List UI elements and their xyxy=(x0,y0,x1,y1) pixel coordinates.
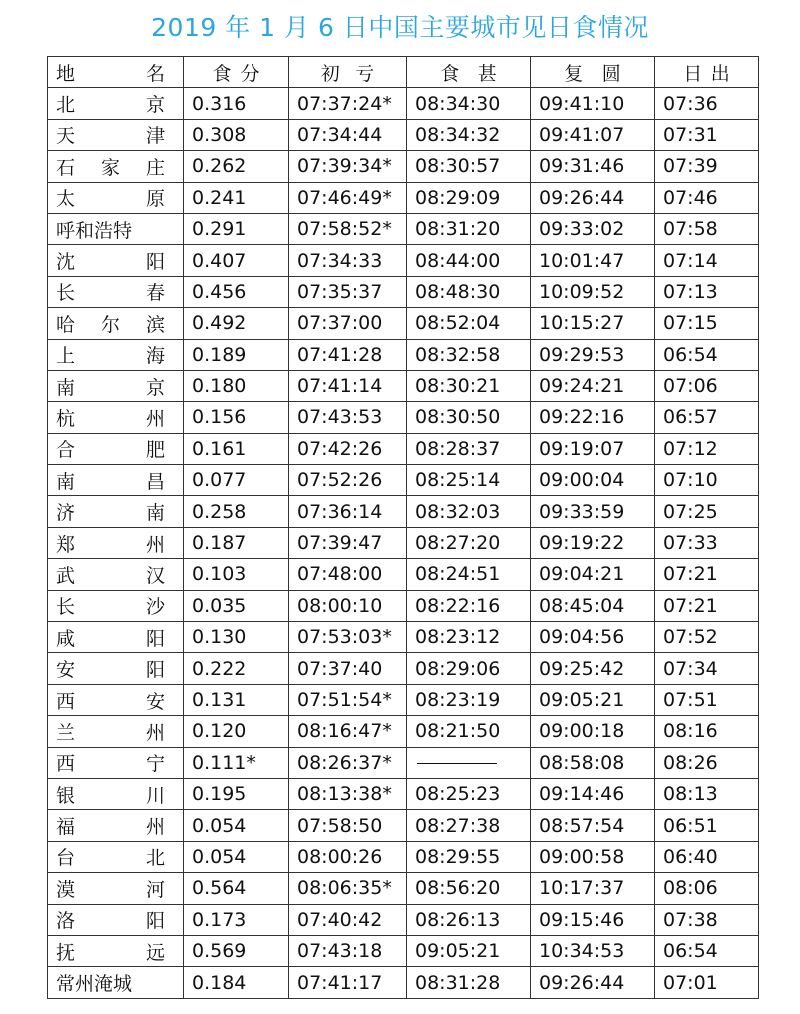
first-contact-cell: 08:00:26 xyxy=(289,841,407,872)
magnitude-cell: 0.054 xyxy=(184,841,289,872)
table-row xyxy=(48,527,759,558)
sunrise-cell: 07:52 xyxy=(655,622,759,653)
max-eclipse-cell: 08:28:37 xyxy=(407,433,531,464)
city-name-char: 沈 xyxy=(56,251,76,274)
city-name-char: 漠 xyxy=(56,878,76,901)
sunrise-cell: 07:13 xyxy=(655,276,759,307)
city-cell xyxy=(48,873,184,904)
city-name-char: 安 xyxy=(145,690,165,713)
city-cell xyxy=(48,527,184,558)
first-contact-cell: 07:41:28 xyxy=(289,339,407,370)
first-contact-cell: 07:52:26 xyxy=(289,465,407,496)
table-row xyxy=(48,935,759,966)
last-contact-cell: 08:58:08 xyxy=(531,747,655,778)
table-row xyxy=(48,465,759,496)
max-eclipse-cell: 08:21:50 xyxy=(407,716,531,747)
magnitude-cell: 0.262 xyxy=(184,151,289,182)
max-eclipse-cell: 08:31:20 xyxy=(407,213,531,244)
city-name-char: 远 xyxy=(145,941,165,964)
max-eclipse-cell: 08:27:20 xyxy=(407,527,531,558)
table-row xyxy=(48,119,759,150)
city-cell xyxy=(48,339,184,370)
last-contact-cell: 09:25:42 xyxy=(531,653,655,684)
max-eclipse-cell: 08:52:04 xyxy=(407,308,531,339)
city-cell xyxy=(48,276,184,307)
magnitude-cell: 0.156 xyxy=(184,402,289,433)
sunrise-cell: 07:06 xyxy=(655,370,759,401)
first-contact-cell: 07:53:03* xyxy=(289,622,407,653)
first-contact-cell: 07:34:44 xyxy=(289,119,407,150)
sunrise-cell: 08:13 xyxy=(655,778,759,809)
first-contact-cell: 07:51:54* xyxy=(289,684,407,715)
sunrise-cell: 06:40 xyxy=(655,841,759,872)
city-name-char: 洛 xyxy=(56,910,76,933)
city-name-char: 庄 xyxy=(145,156,165,179)
max-eclipse-cell: 08:29:06 xyxy=(407,653,531,684)
city-name-char: 兰 xyxy=(56,721,76,744)
table-row xyxy=(48,653,759,684)
city-name-char: 哈 xyxy=(56,313,76,336)
city-cell xyxy=(48,622,184,653)
last-contact-cell: 10:01:47 xyxy=(531,245,655,276)
first-contact-cell: 07:34:33 xyxy=(289,245,407,276)
first-contact-cell: 07:43:18 xyxy=(289,935,407,966)
table-row xyxy=(48,778,759,809)
last-contact-cell: 09:00:18 xyxy=(531,716,655,747)
city-name-char: 州 xyxy=(145,721,165,744)
sunrise-cell: 07:46 xyxy=(655,182,759,213)
sunrise-cell: 07:39 xyxy=(655,151,759,182)
column-header-char: 甚 xyxy=(477,62,497,85)
column-header xyxy=(48,57,184,88)
city-name-char: 抚 xyxy=(56,941,76,964)
city-cell xyxy=(48,496,184,527)
city-name-char: 尔 xyxy=(100,313,120,336)
table-row xyxy=(48,213,759,244)
last-contact-cell: 09:24:21 xyxy=(531,370,655,401)
sunrise-cell: 07:12 xyxy=(655,433,759,464)
city-name-char: 上 xyxy=(56,345,76,368)
column-header-char: 食 xyxy=(440,62,460,85)
city-name-char: 南 xyxy=(56,376,76,399)
first-contact-cell: 07:46:49* xyxy=(289,182,407,213)
sunrise-cell: 06:57 xyxy=(655,402,759,433)
magnitude-cell: 0.131 xyxy=(184,684,289,715)
first-contact-cell: 07:35:37 xyxy=(289,276,407,307)
magnitude-cell: 0.308 xyxy=(184,119,289,150)
table-row xyxy=(48,590,759,621)
first-contact-cell: 07:36:14 xyxy=(289,496,407,527)
sunrise-cell: 07:14 xyxy=(655,245,759,276)
max-eclipse-cell: 08:26:13 xyxy=(407,904,531,935)
table-row xyxy=(48,433,759,464)
last-contact-cell: 09:31:46 xyxy=(531,151,655,182)
table-row xyxy=(48,496,759,527)
max-eclipse-cell: 08:25:23 xyxy=(407,778,531,809)
city-cell xyxy=(48,213,184,244)
city-name-char: 银 xyxy=(56,784,76,807)
table-row xyxy=(48,622,759,653)
magnitude-cell: 0.184 xyxy=(184,967,289,998)
city-name-char: 阳 xyxy=(145,251,165,274)
city-name-char: 福 xyxy=(56,816,76,839)
table-row xyxy=(48,370,759,401)
city-cell xyxy=(48,841,184,872)
table-row xyxy=(48,151,759,182)
column-header-char: 日 xyxy=(683,62,703,85)
page-title: 2019 年 1 月 6 日中国主要城市见日食情况 xyxy=(151,13,649,42)
magnitude-cell: 0.316 xyxy=(184,88,289,119)
not-applicable-dash xyxy=(417,763,497,764)
city-cell xyxy=(48,182,184,213)
column-header-char: 出 xyxy=(710,62,730,85)
magnitude-cell: 0.222 xyxy=(184,653,289,684)
city-cell xyxy=(48,747,184,778)
table-row xyxy=(48,402,759,433)
city-name-char: 咸 xyxy=(56,627,76,650)
city-name-char: 州 xyxy=(145,407,165,430)
city-name-char: 西 xyxy=(56,690,76,713)
city-name-char: 武 xyxy=(56,564,76,587)
last-contact-cell: 10:09:52 xyxy=(531,276,655,307)
column-header-char: 名 xyxy=(145,62,165,85)
city-cell xyxy=(48,88,184,119)
first-contact-cell: 07:43:53 xyxy=(289,402,407,433)
max-eclipse-cell: 08:32:03 xyxy=(407,496,531,527)
city-name-char: 津 xyxy=(145,125,165,148)
column-header-char: 分 xyxy=(240,62,260,85)
city-name-char: 南 xyxy=(56,470,76,493)
city-name-char: 安 xyxy=(56,659,76,682)
city-cell xyxy=(48,433,184,464)
last-contact-cell: 09:26:44 xyxy=(531,967,655,998)
max-eclipse-cell: 08:23:12 xyxy=(407,622,531,653)
column-header xyxy=(289,57,407,88)
last-contact-cell: 09:33:59 xyxy=(531,496,655,527)
city-name-char: 阳 xyxy=(145,910,165,933)
city-name-char: 河 xyxy=(145,878,165,901)
max-eclipse-cell: 08:31:28 xyxy=(407,967,531,998)
city-name-char: 海 xyxy=(145,345,165,368)
max-eclipse-cell: 08:30:57 xyxy=(407,151,531,182)
max-eclipse-cell: 08:34:32 xyxy=(407,119,531,150)
last-contact-cell: 09:04:21 xyxy=(531,559,655,590)
first-contact-cell: 08:13:38* xyxy=(289,778,407,809)
magnitude-cell: 0.291 xyxy=(184,213,289,244)
first-contact-cell: 07:37:40 xyxy=(289,653,407,684)
max-eclipse-cell: 09:05:21 xyxy=(407,935,531,966)
city-name-char: 昌 xyxy=(145,470,165,493)
sunrise-cell: 07:34 xyxy=(655,653,759,684)
city-cell xyxy=(48,465,184,496)
max-eclipse-cell: 08:29:09 xyxy=(407,182,531,213)
sunrise-cell: 07:33 xyxy=(655,527,759,558)
column-header-char: 亏 xyxy=(355,62,375,85)
table-row xyxy=(48,810,759,841)
magnitude-cell: 0.173 xyxy=(184,904,289,935)
sunrise-cell: 06:54 xyxy=(655,339,759,370)
city-name-char: 宁 xyxy=(145,753,165,776)
city-cell xyxy=(48,151,184,182)
city-cell xyxy=(48,119,184,150)
sunrise-cell: 08:06 xyxy=(655,873,759,904)
last-contact-cell: 09:15:46 xyxy=(531,904,655,935)
city-name-char: 沙 xyxy=(145,596,165,619)
sunrise-cell: 07:21 xyxy=(655,590,759,621)
column-header-char: 复 xyxy=(564,62,584,85)
last-contact-cell: 09:14:46 xyxy=(531,778,655,809)
first-contact-cell: 07:58:50 xyxy=(289,810,407,841)
last-contact-cell: 09:33:02 xyxy=(531,213,655,244)
max-eclipse-cell: 08:30:21 xyxy=(407,370,531,401)
last-contact-cell: 10:17:37 xyxy=(531,873,655,904)
max-eclipse-cell: 08:27:38 xyxy=(407,810,531,841)
magnitude-cell: 0.407 xyxy=(184,245,289,276)
first-contact-cell: 07:39:47 xyxy=(289,527,407,558)
last-contact-cell: 09:26:44 xyxy=(531,182,655,213)
magnitude-cell: 0.111* xyxy=(184,747,289,778)
magnitude-cell: 0.077 xyxy=(184,465,289,496)
magnitude-cell: 0.492 xyxy=(184,308,289,339)
table-header-row xyxy=(48,57,759,88)
column-header xyxy=(407,57,531,88)
last-contact-cell: 09:04:56 xyxy=(531,622,655,653)
table-row xyxy=(48,747,759,778)
column-header-char: 圆 xyxy=(601,62,621,85)
last-contact-cell: 09:29:53 xyxy=(531,339,655,370)
first-contact-cell: 08:26:37* xyxy=(289,747,407,778)
table-row xyxy=(48,88,759,119)
last-contact-cell: 08:57:54 xyxy=(531,810,655,841)
sunrise-cell: 07:36 xyxy=(655,88,759,119)
magnitude-cell: 0.161 xyxy=(184,433,289,464)
last-contact-cell: 09:41:10 xyxy=(531,88,655,119)
table-row xyxy=(48,684,759,715)
first-contact-cell: 07:40:42 xyxy=(289,904,407,935)
city-name-char: 滨 xyxy=(145,313,165,336)
sunrise-cell: 07:01 xyxy=(655,967,759,998)
magnitude-cell: 0.103 xyxy=(184,559,289,590)
city-cell xyxy=(48,716,184,747)
sunrise-cell: 07:31 xyxy=(655,119,759,150)
city-cell xyxy=(48,810,184,841)
first-contact-cell: 07:39:34* xyxy=(289,151,407,182)
city-cell xyxy=(48,590,184,621)
city-name-char: 家 xyxy=(100,156,120,179)
sunrise-cell: 07:38 xyxy=(655,904,759,935)
city-name-char: 长 xyxy=(56,282,76,305)
max-eclipse-cell: 08:30:50 xyxy=(407,402,531,433)
magnitude-cell: 0.120 xyxy=(184,716,289,747)
sunrise-cell: 07:58 xyxy=(655,213,759,244)
eclipse-table xyxy=(47,56,759,999)
max-eclipse-cell: 08:22:16 xyxy=(407,590,531,621)
sunrise-cell: 07:51 xyxy=(655,684,759,715)
last-contact-cell: 09:19:07 xyxy=(531,433,655,464)
magnitude-cell: 0.130 xyxy=(184,622,289,653)
last-contact-cell: 10:15:27 xyxy=(531,308,655,339)
last-contact-cell: 09:00:58 xyxy=(531,841,655,872)
column-header xyxy=(531,57,655,88)
last-contact-cell: 09:41:07 xyxy=(531,119,655,150)
sunrise-cell: 08:16 xyxy=(655,716,759,747)
last-contact-cell: 09:22:16 xyxy=(531,402,655,433)
city-name-char: 常州淹城 xyxy=(56,973,133,996)
max-eclipse-cell: 08:34:30 xyxy=(407,88,531,119)
city-name-char: 西 xyxy=(56,753,76,776)
magnitude-cell: 0.569 xyxy=(184,935,289,966)
city-name-char: 州 xyxy=(145,533,165,556)
city-name-char: 郑 xyxy=(56,533,76,556)
table-row xyxy=(48,841,759,872)
city-name-char: 杭 xyxy=(56,407,76,430)
sunrise-cell: 07:25 xyxy=(655,496,759,527)
city-cell xyxy=(48,904,184,935)
magnitude-cell: 0.258 xyxy=(184,496,289,527)
table-row xyxy=(48,559,759,590)
city-name-char: 太 xyxy=(56,188,76,211)
last-contact-cell: 08:45:04 xyxy=(531,590,655,621)
first-contact-cell: 07:48:00 xyxy=(289,559,407,590)
city-name-char: 京 xyxy=(145,94,165,117)
max-eclipse-cell: 08:25:14 xyxy=(407,465,531,496)
max-eclipse-cell: 08:56:20 xyxy=(407,873,531,904)
first-contact-cell: 08:06:35* xyxy=(289,873,407,904)
city-name-char: 北 xyxy=(145,847,165,870)
city-name-char: 州 xyxy=(145,816,165,839)
table-row xyxy=(48,716,759,747)
city-name-char: 北 xyxy=(56,94,76,117)
city-name-char: 南 xyxy=(145,502,165,525)
city-name-char: 阳 xyxy=(145,659,165,682)
column-header xyxy=(655,57,759,88)
first-contact-cell: 07:37:00 xyxy=(289,308,407,339)
city-cell xyxy=(48,935,184,966)
max-eclipse-cell: 08:48:30 xyxy=(407,276,531,307)
city-name-char: 济 xyxy=(56,502,76,525)
max-eclipse-cell xyxy=(407,747,531,778)
city-name-char: 春 xyxy=(145,282,165,305)
last-contact-cell: 09:00:04 xyxy=(531,465,655,496)
max-eclipse-cell: 08:32:58 xyxy=(407,339,531,370)
first-contact-cell: 07:41:17 xyxy=(289,967,407,998)
city-cell xyxy=(48,308,184,339)
column-header xyxy=(184,57,289,88)
table-row xyxy=(48,967,759,998)
city-name-char: 天 xyxy=(56,125,76,148)
first-contact-cell: 07:41:14 xyxy=(289,370,407,401)
city-name-char: 原 xyxy=(145,188,165,211)
magnitude-cell: 0.564 xyxy=(184,873,289,904)
column-header-char: 地 xyxy=(56,62,76,85)
city-name-char: 川 xyxy=(145,784,165,807)
column-header-char: 食 xyxy=(212,62,232,85)
city-name-char: 呼和浩特 xyxy=(56,219,133,242)
city-name-char: 台 xyxy=(56,847,76,870)
city-name-char: 合 xyxy=(56,439,76,462)
table-row xyxy=(48,904,759,935)
city-cell xyxy=(48,402,184,433)
sunrise-cell: 07:15 xyxy=(655,308,759,339)
first-contact-cell: 08:16:47* xyxy=(289,716,407,747)
column-header-char: 初 xyxy=(320,62,340,85)
sunrise-cell: 06:54 xyxy=(655,935,759,966)
last-contact-cell: 09:05:21 xyxy=(531,684,655,715)
max-eclipse-cell: 08:29:55 xyxy=(407,841,531,872)
magnitude-cell: 0.456 xyxy=(184,276,289,307)
city-cell xyxy=(48,370,184,401)
city-name-char: 肥 xyxy=(145,439,165,462)
magnitude-cell: 0.035 xyxy=(184,590,289,621)
magnitude-cell: 0.189 xyxy=(184,339,289,370)
magnitude-cell: 0.180 xyxy=(184,370,289,401)
city-cell xyxy=(48,684,184,715)
last-contact-cell: 09:19:22 xyxy=(531,527,655,558)
sunrise-cell: 07:10 xyxy=(655,465,759,496)
max-eclipse-cell: 08:24:51 xyxy=(407,559,531,590)
magnitude-cell: 0.195 xyxy=(184,778,289,809)
city-cell xyxy=(48,559,184,590)
first-contact-cell: 08:00:10 xyxy=(289,590,407,621)
max-eclipse-cell: 08:23:19 xyxy=(407,684,531,715)
first-contact-cell: 07:37:24* xyxy=(289,88,407,119)
max-eclipse-cell: 08:44:00 xyxy=(407,245,531,276)
city-name-char: 京 xyxy=(145,376,165,399)
city-cell xyxy=(48,778,184,809)
first-contact-cell: 07:42:26 xyxy=(289,433,407,464)
sunrise-cell: 07:21 xyxy=(655,559,759,590)
sunrise-cell: 08:26 xyxy=(655,747,759,778)
sunrise-cell: 06:51 xyxy=(655,810,759,841)
city-name-char: 汉 xyxy=(145,564,165,587)
magnitude-cell: 0.054 xyxy=(184,810,289,841)
magnitude-cell: 0.241 xyxy=(184,182,289,213)
magnitude-cell: 0.187 xyxy=(184,527,289,558)
table-row xyxy=(48,873,759,904)
city-name-char: 石 xyxy=(56,156,76,179)
table-row xyxy=(48,182,759,213)
city-cell xyxy=(48,245,184,276)
city-cell xyxy=(48,653,184,684)
last-contact-cell: 10:34:53 xyxy=(531,935,655,966)
first-contact-cell: 07:58:52* xyxy=(289,213,407,244)
table-row xyxy=(48,245,759,276)
table-row xyxy=(48,276,759,307)
table-body xyxy=(48,88,759,998)
table-row xyxy=(48,308,759,339)
table-row xyxy=(48,339,759,370)
city-name-char: 阳 xyxy=(145,627,165,650)
city-cell xyxy=(48,967,184,998)
city-name-char: 长 xyxy=(56,596,76,619)
